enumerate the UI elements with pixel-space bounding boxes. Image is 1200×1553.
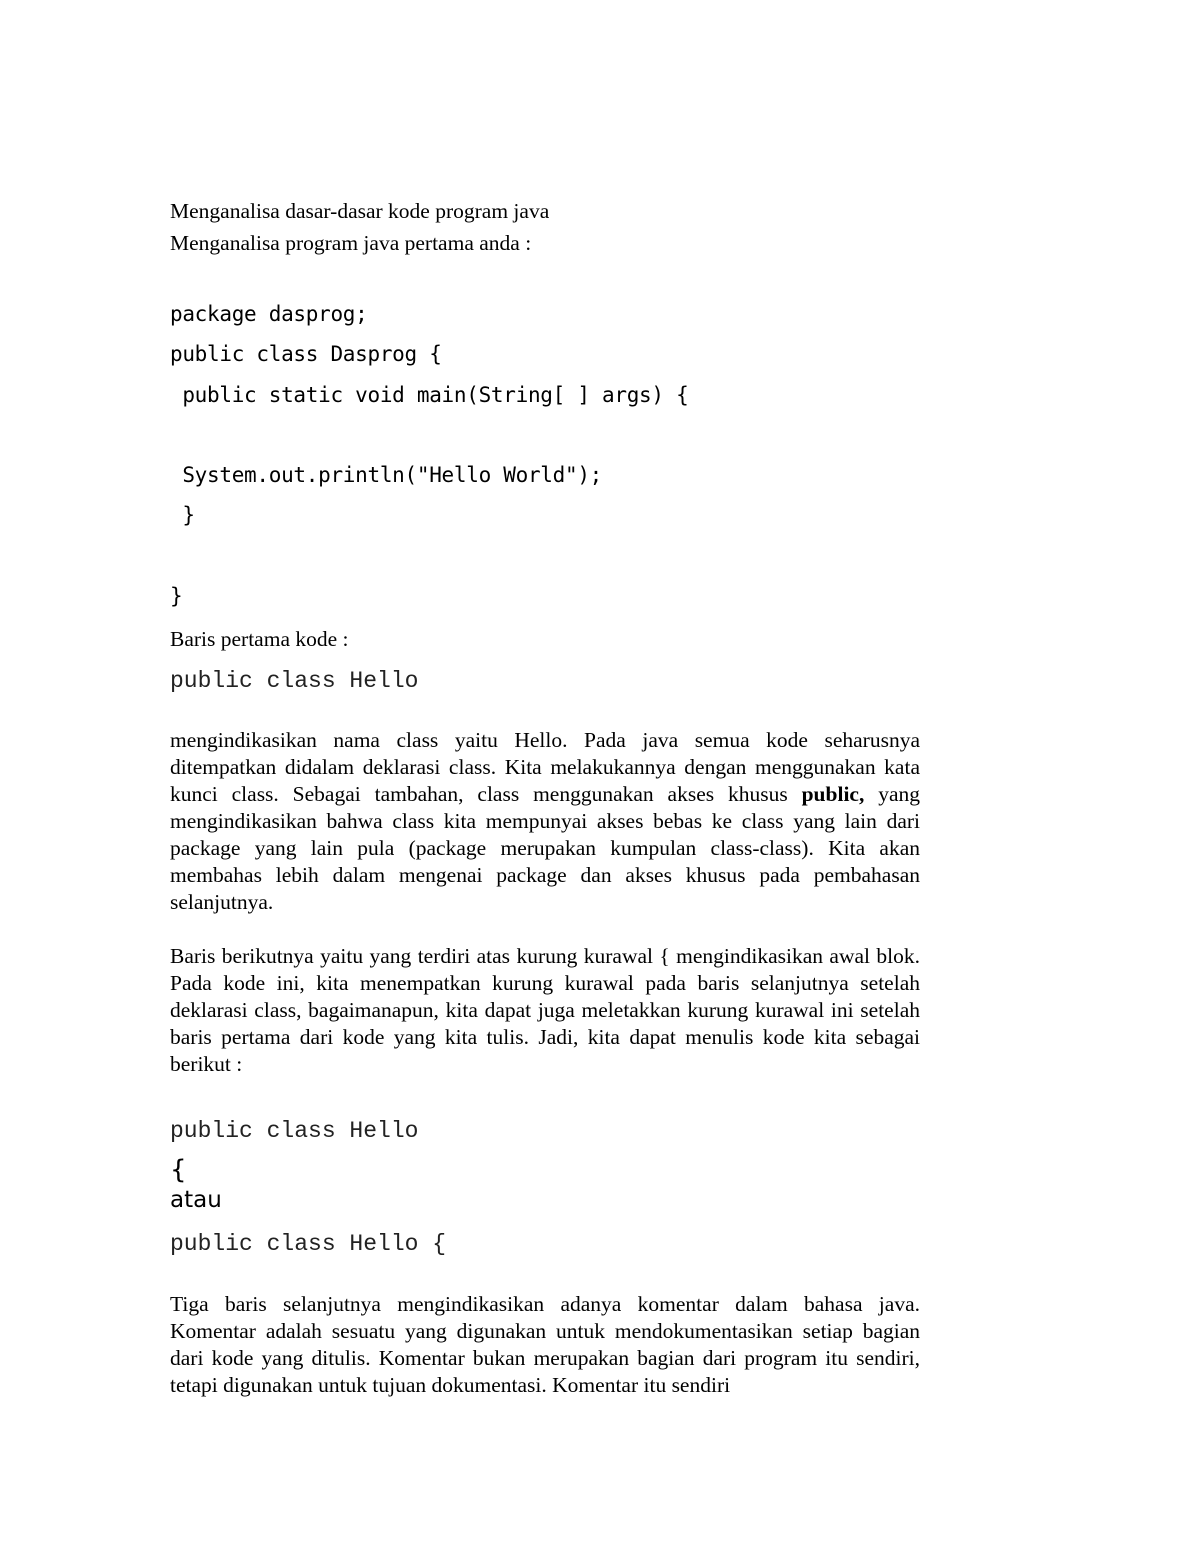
atau-label: atau xyxy=(170,1187,222,1213)
paragraph-1-bold-public: public, xyxy=(801,782,865,806)
code-line-main-method: public static void main(String[ ] args) { xyxy=(170,383,689,407)
paragraph-3: Tiga baris selanjutnya mengindikasikan adanya komentar dalam bahasa java. Komentar adalah sesuatu yang digunakan untuk mendokumentasikan setiap bagian dari kode yang ditulis. Komentar bukan merupakan bagian dari program itu sendiri, tetapi digunakan untuk tujuan dokumentasi. Komentar itu sendiri xyxy=(170,1292,920,1397)
paragraph-1-text-b: yang mengindikasikan bahwa class kita mempunyai akses bebas ke class yang lain dari package yang lain pula (package merupakan kumpulan class-class). Kita akan membahas lebih dalam mengenai package dan akses khusus pada pembahasan selanjutnya. xyxy=(170,782,921,914)
code-public-class-hello: public class Hello xyxy=(170,668,419,694)
code-public-class-hello-2: public class Hello xyxy=(170,1118,419,1144)
heading-line-1: Menganalisa dasar-dasar kode program java xyxy=(170,199,550,223)
code-line-class-dasprog: public class Dasprog { xyxy=(170,342,442,366)
code-line-println: System.out.println("Hello World"); xyxy=(170,463,603,487)
code-line-close-method: } xyxy=(170,503,195,527)
paragraph-1-text-a: mengindikasikan nama class yaitu Hello. Pada java semua kode seharusnya ditempatkan didalam deklarasi class. Kita melakukannya dengan menggunakan kata kunci class. Sebagai tambahan, class menggunakan akses khusus xyxy=(170,728,920,806)
code-open-brace: { xyxy=(170,1155,187,1185)
code-public-class-hello-brace: public class Hello { xyxy=(170,1231,447,1257)
first-line-label: Baris pertama kode : xyxy=(170,627,349,651)
heading-line-2: Menganalisa program java pertama anda : xyxy=(170,231,532,255)
code-line-package: package dasprog; xyxy=(170,302,368,326)
paragraph-1 xyxy=(170,727,920,916)
code-line-close-class: } xyxy=(170,584,183,608)
paragraph-2: Baris berikutnya yaitu yang terdiri atas kurung kurawal { mengindikasikan awal blok. Pada kode ini, kita menempatkan kurung kurawal pada baris selanjutnya setelah deklarasi class, bagaimanapun, kita dapat juga meletakkan kurung kurawal ini setelah baris pertama dari kode yang kita tulis. Jadi, kita dapat menulis kode kita sebagai berikut : xyxy=(170,944,920,1076)
